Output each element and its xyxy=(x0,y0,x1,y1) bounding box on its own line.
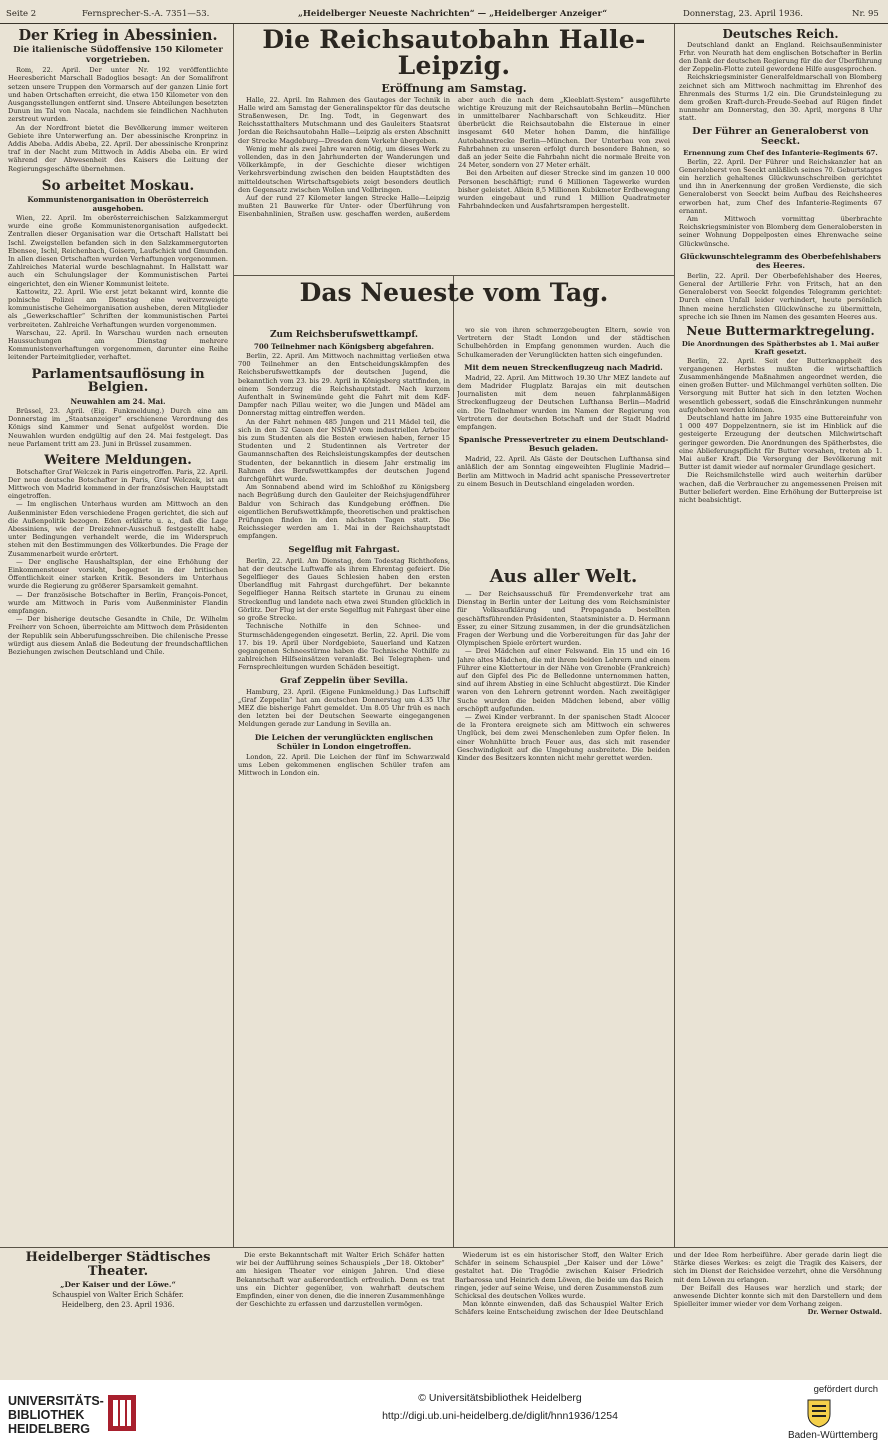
theater-review xyxy=(8,1251,882,1378)
theater-headline: Heidelberger Städtisches Theater. xyxy=(25,1251,211,1279)
funded-by-label: gefördert durch xyxy=(813,1384,878,1395)
left-column xyxy=(8,28,228,1244)
leichen-body: London, 22. April. Die Leichen der fünf im Schwarzwald ums Leben gekommenen englischen Schüler trafen am Mittwoch in London ein. xyxy=(238,752,450,777)
copyright-text: © Universitätsbibliothek Heidelberg xyxy=(418,1392,582,1404)
segelflug-title: Segelflug mit Fahrgast. xyxy=(288,544,400,555)
digitization-footer: UNIVERSITÄTS- BIBLIOTHEK HEIDELBERG © Universitätsbibliothek Heidelberg http://digi.ub.uni-heidelberg.de/diglit/hnn1936/1254 gefördert durch Baden-Württemberg xyxy=(0,1380,888,1444)
seeckt-headline: Der Führer an Generaloberst von Seeckt. xyxy=(692,125,869,147)
butter-subtitle: Die Anordnungen des Spätherbstes ab 1. Mai außer Kraft gesetzt. xyxy=(681,339,880,356)
neueste-headline: Das Neueste vom Tag. xyxy=(299,280,609,307)
madrid-body: Madrid, 22. April. Am Mittwoch 19.30 Uhr MEZ landete auf dem Madrider Flugplatz Barajas ein mit deutschen Journalisten mit dem neuen fahrplanmäßigen Streckenflugzeug der Deutschen Lufthansa Berlin—Madrid ein. Die Teilnehmer wurden im Namen der Regierung von Vertretern der deutschen Botschaft und der Stadt Madrid empfangen. xyxy=(457,373,670,432)
berufswettkampf-body: Berlin, 22. April. Am Mittwoch nachmittag verließen etwa 700 Teilnehmer an den Entscheidungskämpfen des Reichsberufswettkampfs der deutschen Jugend, die bekanntlich vom 23. bis 29. April in Königsberg stattfinden, in einem Sonderzug die Reichshauptstadt. Nach kurzem Aufenthalt in Swinemünde geht die Fahrt mit dem KdF-Dampfer nach Pillau weiter, wo die Jungen und Mädel am Donnerstag mittag eintreffen werden. An der Fahrt nehmen 485 Jungen und 211 Mädel teil, die sich in den 32 Gauen der NSDAP vom industriellen Arbeiter bis zum Studenten als die Besten erwiesen haben, ferner 15 Studenten und 2 Studentinnen als Vertreter der Gaumannschaften des Reichsleistungskampfes der deutschen Studenten, der bekanntlich in diesem Jahr erstmalig im Rahmen des Berufswettkampfes der deutschen Jugend durchgeführt wurde. Am Sonnabend abend wird im Schloßhof zu Königsberg nach Begrüßung durch den Gauleiter der Reichsjugendführer Baldur von Schirach das Kundgebung eröffnen. Die eigentlichen Berufswettkämpfe, theoretischen und praktischen Prüfungen finden in den nächsten Tagen statt. Die Reichssieger werden am 1. Mai in der Reichshauptstadt empfangen. xyxy=(238,352,450,541)
issue-date: Donnerstag, 23. April 1936. xyxy=(683,9,804,19)
belgien-headline: Parlamentsauflösung in Belgien. xyxy=(31,366,205,396)
aus-aller-welt-body: — Der Reichsausschuß für Fremdenverkehr trat am Dienstag in Berlin unter der Leitung des vom Reichsminister für Volksaufklärung und Propaganda bestellten geschäftsführenden Präsidenten, Staatsminister a. D. Hermann Esser, zu einer Sitzung zusammen, in der die grundsätzlichen Fragen der Werbung und die Vorbereitungen für das Jahr der Olympischen Spiele erörtert wurden. — Drei Mädchen auf einer Felswand. Ein 15 und ein 16 Jahre altes Mädchen, die mit ihrem beiden Lehrern und einem Führer eine Klettertour in der Nähe von Grenoble (Frankreich) auf den Gipfel des Pic de Belledonne unternommen hatten, sind auf ihrem Abstieg in eine Schlucht abgestürzt. Die Kinder waren von den Lehrern getrennt worden. Nach zweitägiger Suche wurden die beiden Mädchen lebend, aber völlig erschöpft aufgefunden. — Zwei Kinder verbrannt. In der spanischen Stadt Alcocer de la Frontera ereignete sich am Mittwoch ein schweres Unglück, bei dem zwei Menschenleben zum Opfer fielen. In einer Wohnhütte brach Feuer aus, das sich mit rasender Geschwindigkeit auf die Umgebung ausbreitete. Die beiden Kinder des Besitzers konnten nicht mehr gerettet werden. xyxy=(457,589,670,762)
glueckwunsch-title: Glückwunschtelegramm des Oberbefehlshabers des Heeres. xyxy=(680,251,881,270)
funder-state-name: Baden-Württemberg xyxy=(787,1430,878,1441)
left-article-body: Rom, 22. April. Der unter Nr. 192 veröffentlichte Heeresbericht Marschall Badoglios besagt: An der Somalifront setzen unsere Truppen den Vormarsch auf der ganzen Linie fort und haben Ortschaften erreicht, die etwa 150 Kilometer von den Ausgangsstellungen entfernt sind. Unsere Abteilungen besetzten Dunun im Tal von Nacala, nachdem sie feindlichen Nachhuten zerstreut wurden. An der Nordfront bietet die Bevölkerung immer weiteren Gebiete ihre Unterwerfung an. Der abessinische Kronprinz in Addis Abeba. Addis Abeba, 22. April. Der abessinische Kronprinz traf in der Nacht zum Mittwoch in Addis Abeba ein. Er wird während der Abwesenheit des Kaisers die Leitung der Regierungsgeschäfte übernehmen. xyxy=(8,66,228,173)
page-number: Seite 2 xyxy=(6,9,37,19)
theater-head-block xyxy=(8,1251,228,1310)
left-headline: Der Krieg in Abessinien. xyxy=(18,28,218,44)
moskau-headline: So arbeitet Moskau. xyxy=(41,177,195,194)
autobahn-subtitle: Eröffnung am Samstag. xyxy=(381,81,527,95)
state-crest-icon xyxy=(806,1398,832,1428)
theater-dateline: Heidelberg, den 23. April 1936. xyxy=(61,1301,175,1310)
newspaper-name: „Heidelberger Neueste Nachrichten“ — „Heidelberger Anzeiger“ xyxy=(298,9,608,19)
zeppelin-body: Hamburg, 23. April. (Eigene Funkmeldung.) Das Luftschiff „Graf Zeppelin“ hat am deutschen Donnerstag um 4.35 Uhr MEZ die bisherige Fahrt gemeldet. Um 8.05 Uhr früh es nach den letzten bei der Deutschen Seewarte eingegangenen Meldungen gerade zur Landung in Sevilla an. xyxy=(238,687,450,729)
neueste-header xyxy=(238,280,670,324)
berufswettkampf-subtitle: 700 Teilnehmer nach Königsberg abgefahren. xyxy=(254,342,434,351)
butter-headline: Neue Buttermarktregelung. xyxy=(686,324,875,339)
belgien-subtitle: Neuwahlen am 24. Mai. xyxy=(70,396,166,406)
deutsches-reich-headline: Deutsches Reich. xyxy=(722,28,839,41)
neueste-right-body-top: wo sie von ihren schmerzgebeugten Eltern, sowie von Vertretern der Stadt London und der städtischen Schulbehörden in Empfang genommen wurden. Auch die Schulkameraden der Verunglückten hatten sich eingefunden. xyxy=(457,326,670,359)
butter-body: Berlin, 22. April. Seit der Butterknappheit des vergangenen Herbstes mußten die wirtschaftlich Zusammenhängende Maßnahmen angeordnet werden, die einen großen Butter- und Milchmangel verhüten sollten. Die Versorgung mit Butter hat sich in den letzten Wochen wesentlich gebessert, sodaß die Einschränkungen nunmehr aufgehoben werden können. Deutschland hatte im Jahre 1935 eine Buttereinfuhr von 1 000 497 Doppelzentnern, sie ist im Hinblick auf die gesteigerte Erzeugung der deutschen Milchwirtschaft geringer geworden. Die Anordnungen des Spätherbstes, die eine Ablieferungspflicht für Butter vorsahen, treten ab 1. Mai außer Kraft. Die Versorgung der Bevölkerung mit Butter ist damit wieder auf normaler Grundlage gesichert. Die Reichsmilchstelle wird auch weiterhin darüber wachen, daß die Verbraucher zu angemessenen Preisen mit Butter beliefert werden. Eine Erhöhung der Butterpreise ist nicht beabsichtigt. xyxy=(679,356,882,505)
leichen-title: Die Leichen der verunglückten englischen Schüler in London eingetroffen. xyxy=(254,732,434,751)
funder-logo xyxy=(768,1384,878,1440)
glueckwunsch-body: Berlin, 22. April. Der Oberbefehlshaber des Heeres, General der Artillerie Frhr. von Fritsch, hat an den Generaloberst von Seeckt folgendes Telegramm gerichtet: Durch einen Unfall leider verhindert, heute persönlich Ihnen meine herzlichsten Glückwünsche zu übermitteln, spreche ich sie Ihnen im Namen des gesamten Heeres aus. xyxy=(679,271,882,321)
theater-subtitle: „Der Kaiser und der Löwe.“ xyxy=(60,1280,176,1290)
library-emblem-icon xyxy=(108,1395,136,1431)
moskau-body: Wien, 22. April. Im oberösterreichischen Salzkammergut wurde eine große Kommunistenorganisation aufgedeckt. Zentrallen dieser Organisation war die Ortschaft Hallstatt bei Ischl. Zweigstellen befanden sich in den Salzkammergutorten Ebensee, Ischl, Reichenbach, Goisern, Laufschick und Gmunden. In allen diesen Ortschaften wurden Verhaftungen vorgenommen. Zahlreiches Material wurde beschlagnahmt. In Hallstatt war auch ein Schulungslager der Kommunistischen Partei eingerichtet, den ein Wiener Kommunist leitete. Kattowitz, 22. April. Wie erst jetzt bekannt wird, konnte die polnische Polizei am Dienstag eine weitverzweigte kommunistische Geheimorganisation ausheben, deren Mitglieder als „Gewerkschaftler“ Schriften der kommunistischen Partei verbreiteten. Zahlreiche Verhaftungen wurden vorgenommen. Warschau, 22. April. In Warschau wurden nach erneuten Haussuchungen am Dienstag mehrere Kommunistenverhaftungen vorgenommen, darunter eine Reihe leitender Parteimitglieder, verhaftet. xyxy=(8,214,228,362)
belgien-body: Brüssel, 23. April. (Eig. Funkmeldung.) Durch eine am Donnerstag im „Staatsanzeiger“ erschienene Verordnung des Königs sind Kammer und Senat aufgelöst worden. Die Neuwahlen wurden endgültig auf den 24. Mai festgelegt. Das neue Parlament tritt am 23. Juni in Brüssel zusammen. xyxy=(8,406,228,448)
aus-aller-welt xyxy=(457,568,670,1244)
moskau-subtitle: Kommunistenorganisation in Oberösterreich ausgehoben. xyxy=(27,195,209,214)
presse-body: Madrid, 22. April. Als Gäste der Deutschen Lufthansa sind anläßlich der am Sonntag eingeweihten Fluglinie Madrid—Berlin am Mittwoch in Madrid acht spanische Pressevertreter zu einem Besuch in Deutschland eingeladen worden. xyxy=(457,455,670,488)
autobahn-article xyxy=(238,27,670,273)
presse-title: Spanische Pressevertreter zu einem Deutschland-Besuch geladen. xyxy=(458,435,669,454)
berufswettkampf-title: Zum Reichsberufswettkampf. xyxy=(269,330,419,340)
madrid-title: Mit dem neuen Streckenflugzeug nach Madrid. xyxy=(464,362,663,372)
meldungen-body: Botschafter Graf Welczek in Paris eingetroffen. Paris, 22. April. Der neue deutsche Botschafter in Paris, Graf Welczek, ist am Mittwoch von Madrid kommend in der französischen Hauptstadt eingetroffen. — Im englischen Unterhaus wurden am Mittwoch an den Außenminister Eden verschiedene Fragen gerichtet, die sich auf die Außenpolitik bezogen. Eden erklärte u. a., daß die Lage Abessiniens, wie der Dreizehner-Ausschuß festgestellt habe, unter Bedingungen verhandelt werde, die im Widerspruch stehen mit den Bestimmungen des Völkerbundes. Die Frage der Zusammenarbeit wurde erörtert. — Der englische Haushaltsplan, der eine Erhöhung der Einkommensteuer vorsieht, begegnet in der britischen Öffentlichkeit einer starken Kritik. Besonders im Unterhaus wurde die Regierung zu größerer Sparsamkeit gemahnt. — Der französische Botschafter in Berlin, François-Poncet, wurde am Mittwoch in Paris vom Außenminister Flandin empfangen. — Der bisherige deutsche Gesandte in Chile, Dr. Wilhelm Freiherr von Schoen, überreichte am Mittwoch dem Präsidenten der Republik sein Abberufungsschreiben. Die chilenische Presse würdigt aus diesem Anlaß die Bedeutung der freundschaftlichen Beziehungen zwischen Deutschland und Chile. xyxy=(8,467,228,657)
aus-aller-welt-headline: Aus aller Welt. xyxy=(489,568,638,587)
right-column xyxy=(679,28,882,1244)
autobahn-body: Halle, 22. April. Im Rahmen des Gautages der Technik in Halle wird am Samstag der Generalinspektor für das deutsche Straßenwesen, Dr. Ing. Todt, in Gegenwart des Reichsstatthalters Mutschmann und des Gauleiters Staatsrat Jordan die Reichsautobahn Halle—Leipzig als ersten Abschnitt der Strecke Magdeburg—Dresden dem Verkehr übergeben. Wenig mehr als zwei Jahre waren nötig, um dieses Werk zu vollenden, das in den Jahrhunderten der Wanderungen und Völkerkämpfe, in der Geschichte dieser wichtigen Verkehrsverbindung zwischen den beiden Hauptstädten des mitteldeutschen Wirtschaftsgebiets zeigt besonders deutlich den Gegensatz zwischen Wollen und Vollbringen. Auf der rund 27 Kilometer langen Strecke Halle—Leipzig mußten 21 Bauwerke für Unter- oder Überführung von Eisenbahnlinien, Straßen usw. geschaffen werden, außerdem aber auch die nach dem „Kleeblatt-System“ ausgeführte wichtige Kreuzung mit der Reichsautobahn Berlin—München in unmittelbarer Nachbarschaft von Schkeuditz. Hier überbrückt die Reichsautobahn die Elsteraue in einer insgesamt 640 Meter hohen Damm, die hinfällige Autobahnstrecke Berlin—München. Der Unterbau von zwei Fahrbahnen zu unseren erfolgt durch besondere Bahnen, so daß an jeder Seite die Fahrbahn nicht die normale Breite von 24 Meter, sondern von 27 Meter erhält. Bei den Arbeiten auf dieser Strecke sind im ganzen 10 000 Personen beschäftigt; rund 6 Millionen Tagewerke wurden bisher geleistet. Allein 8,5 Millionen Kubikmeter Erdbewegung wurden eingebaut und rund 1 Million Quadratmeter Fahrbahndecken und Ausfahrtsrampen hergestellt. xyxy=(238,95,670,219)
phone-line: Fernsprecher-S.-A. 7351—53. xyxy=(82,9,210,19)
meldungen-headline: Weitere Meldungen. xyxy=(44,452,192,468)
zeppelin-title: Graf Zeppelin über Sevilla. xyxy=(280,675,408,686)
neueste-left-column xyxy=(238,326,450,1244)
neueste-right-column xyxy=(457,326,670,566)
seeckt-body: Berlin, 22. April. Der Führer und Reichskanzler hat an Generaloberst von Seeckt anläßlich seines 70. Geburtstages ein herzlich gehaltenes Glückwunschschreiben gerichtet und ihn in Anerkennung der großen Verdienste, die sich Generaloberst von Seeckt beim Aufbau des Reichsheeres erworben hat, zum Chef des Infanterie-Regiments 67 ernannt. Am Mittwoch vormittag überbrachte Reichskriegsminister von Blomberg dem Generalobersten in seiner Wohnung Doppelposten eines Ehrenwache seine Glückwünsche. xyxy=(679,157,882,248)
deutsches-reich-body: Deutschland dankt an England. Reichsaußenminister Frhr. von Neurath hat dem englischen Botschafter in Berlin den Dank der deutschen Regierung für die der Überführung der Zeppelin-Flotte zuteil gewordene Hilfe ausgesprochen. Reichskriegsminister Generalfeldmarschall von Blomberg zeichnet sich am Mittwoch nachmittag im Ehrenhof des Ehrenmals des Sturms 1/2 ein. Die Grundsteinlegung zu dem großen Kraft-durch-Freude-Seebad auf Rügen findet nunmehr am Donnerstag, den 30. April, morgens 8 Uhr statt. xyxy=(679,40,882,123)
theater-byline: Schauspiel von Walter Erich Schäfer. xyxy=(52,1291,184,1300)
theater-signature: Dr. Werner Ostwald. xyxy=(807,1308,882,1317)
page-header xyxy=(0,0,888,24)
permalink[interactable]: http://digi.ub.uni-heidelberg.de/diglit/hnn1936/1254 xyxy=(382,1410,618,1422)
autobahn-headline: Die Reichsautobahn Halle-Leipzig. xyxy=(262,27,646,81)
seeckt-subtitle: Ernennung zum Chef des Infanterie-Regiments 67. xyxy=(683,148,878,157)
segelflug-body: Berlin, 22. April. Am Dienstag, dem Todestag Richthofens, hat der deutsche Luftwaffe als ihrem Ehrentag gefeiert. Die Segelflieger des Gaues Schlesien haben den ersten Überlandflug mit Fahrgast durchgeführt. Der bekannte Segelflieger Hanna Reitsch startete in Grunau zu einem Streckenflug und landete nach etwa zwei Stunden glücklich in Görlitz. Der Flug ist der erste Segelflug mit Fahrgast über eine so große Strecke. Technische Nothilfe in den Schnee- und Sturmschädengegenden eingesetzt. Berlin, 22. April. Die vom 17. bis 19. April über Nordgebiete, Sauerland und Katzen gegangenen Schneestürme haben die Technische Nothilfe zu zahlreichen Hilfseinsätzen veranlaßt. Bei Telegraphen- und Fernsprechleitungen wurden Schäden beseitigt. xyxy=(238,556,450,672)
left-subtitle: Die italienische Südoffensive 150 Kilometer vorgetrieben. xyxy=(13,45,223,66)
theater-body: Die erste Bekanntschaft mit Walter Erich Schäfer hatten wir bei der Aufführung seines Schauspiels „Der 18. Oktober“ am hiesigen Theater vor einigen Jahren. Und diese Bekanntschaft war außerordentlich erfreulich. Denn es trat uns ein Dichter gegenüber, von wahrhaft deutschem Empfinden, einer von denen, die die inneren Zusammenhänge der Geschichte zu erfassen und darzustellen vermögen. Wiederum ist es ein historischer Stoff, den Walter Erich Schäfer in seinem Schauspiel „Der Kaiser und der Löwe“ gestaltet hat. Die Tragödie zwischen Kaiser Friedrich Barbarossa und Heinrich dem Löwen, die beide um das Reich ringen, jeder auf seine Weise, und deren Zusammenstoß zum Schicksal des deutschen Volkes wurde. Man könnte einwenden, daß das Schauspiel Walter Erich Schäfers keine Entscheidung zwischen der Idee Deutschland und der Idee Rom herbeiführe. Aber gerade darin liegt die Stärke dieses Werkes: es zeigt die Tragik des Kaisers, der sich im Dienst der Reichsidee verzehrt, ohne die Versöhnung mit dem Löwen zu erlangen. Der Beifall des Hauses war herzlich und stark; der anwesende Dichter konnte sich mit den Darstellern und dem Spielleiter immer wieder vor dem Vorhang zeigen. Dr. Werner Ostwald. xyxy=(236,1251,882,1317)
issue-number: Nr. 95 xyxy=(852,9,879,19)
